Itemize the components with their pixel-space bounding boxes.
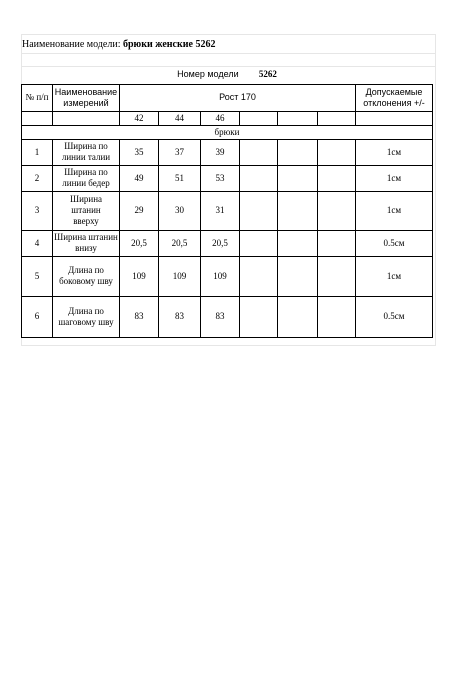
row-value: 37	[159, 139, 201, 165]
row-value: 83	[201, 296, 240, 337]
row-value: 20,5	[201, 230, 240, 256]
row-name: Длина по боковому шву	[53, 256, 120, 296]
row-value: 39	[201, 139, 240, 165]
row-number: 2	[22, 165, 53, 191]
row-value: 109	[159, 256, 201, 296]
row-name: Ширина по линии талии	[53, 139, 120, 165]
empty-cell	[318, 111, 356, 125]
empty-cell	[22, 111, 53, 125]
row-number: 5	[22, 256, 53, 296]
empty-cell	[240, 256, 278, 296]
empty-cell	[318, 191, 356, 230]
row-value: 20,5	[159, 230, 201, 256]
row-value: 51	[159, 165, 201, 191]
row-number: 6	[22, 296, 53, 337]
header-tolerance: Допускаемые отклонения +/-	[356, 84, 433, 111]
empty-cell	[53, 111, 120, 125]
row-tolerance: 1см	[356, 165, 433, 191]
row-number: 1	[22, 139, 53, 165]
empty-cell	[356, 111, 433, 125]
empty-cell	[240, 296, 278, 337]
row-value: 29	[120, 191, 159, 230]
empty-cell	[318, 256, 356, 296]
row-value: 35	[120, 139, 159, 165]
model-title-label: Наименование модели:	[22, 39, 121, 50]
row-value: 83	[120, 296, 159, 337]
size-44: 44	[159, 111, 201, 125]
header-height: Рост 170	[120, 84, 356, 111]
empty-cell	[240, 139, 278, 165]
model-number-label: Номер модели	[177, 69, 239, 80]
header-name: Наименование измерений	[53, 84, 120, 111]
row-name: Ширина штанин вверху	[53, 191, 120, 230]
row-value: 109	[201, 256, 240, 296]
empty-cell	[278, 296, 318, 337]
empty-cell	[240, 165, 278, 191]
section-label: брюки	[22, 125, 433, 139]
table-row	[22, 256, 433, 296]
empty-cell	[318, 139, 356, 165]
table-row	[22, 139, 433, 165]
empty-cell	[318, 296, 356, 337]
row-tolerance: 1см	[356, 139, 433, 165]
row-value: 53	[201, 165, 240, 191]
measurement-table	[21, 66, 433, 338]
empty-cell	[278, 165, 318, 191]
row-value: 20,5	[120, 230, 159, 256]
model-title	[22, 39, 215, 50]
empty-cell	[278, 191, 318, 230]
model-number-row	[22, 66, 433, 84]
row-value: 49	[120, 165, 159, 191]
empty-cell	[278, 139, 318, 165]
row-value: 83	[159, 296, 201, 337]
empty-cell	[240, 230, 278, 256]
table-row	[22, 191, 433, 230]
row-number: 4	[22, 230, 53, 256]
empty-cell	[278, 256, 318, 296]
empty-cell	[278, 230, 318, 256]
empty-cell	[318, 165, 356, 191]
table-row	[22, 165, 433, 191]
row-name: Ширина штанин внизу	[53, 230, 120, 256]
row-value: 109	[120, 256, 159, 296]
model-title-value: брюки женские 5262	[123, 39, 216, 50]
empty-cell	[318, 230, 356, 256]
header-num: № п/п	[22, 84, 53, 111]
row-tolerance: 1см	[356, 256, 433, 296]
row-number: 3	[22, 191, 53, 230]
row-name: Длина по шаговому шву	[53, 296, 120, 337]
row-name: Ширина по линии бедер	[53, 165, 120, 191]
size-46: 46	[201, 111, 240, 125]
row-tolerance: 1см	[356, 191, 433, 230]
row-value: 31	[201, 191, 240, 230]
size-42: 42	[120, 111, 159, 125]
empty-cell	[278, 111, 318, 125]
row-tolerance: 0.5см	[356, 296, 433, 337]
row-tolerance: 0.5см	[356, 230, 433, 256]
table-row	[22, 296, 433, 337]
row-value: 30	[159, 191, 201, 230]
table-row	[22, 230, 433, 256]
empty-cell	[240, 191, 278, 230]
empty-cell	[240, 111, 278, 125]
model-number-value: 5262	[258, 69, 277, 80]
